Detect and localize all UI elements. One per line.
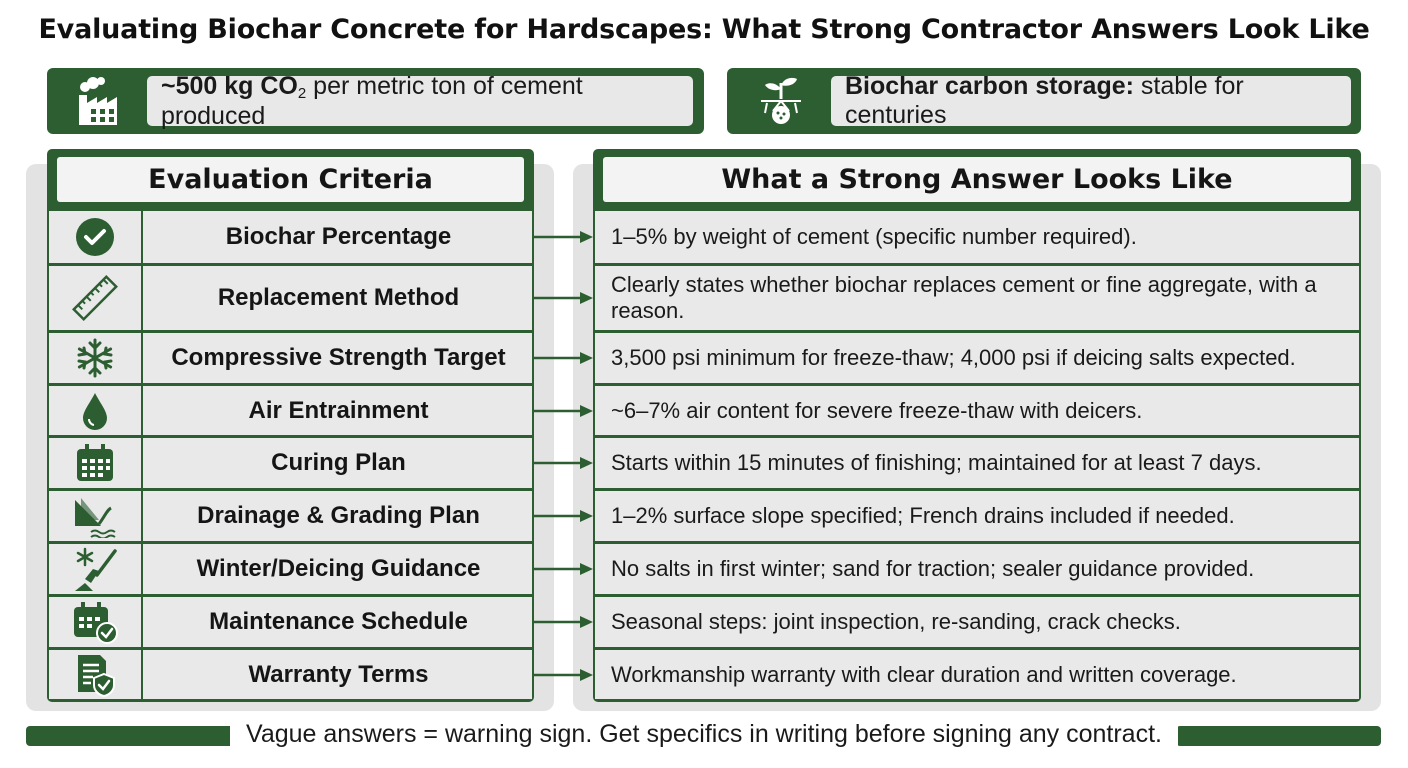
criteria-row	[49, 211, 532, 263]
criterion-label: Air Entrainment	[248, 396, 429, 424]
answer-text: 1–5% by weight of cement (specific number required).	[611, 224, 1137, 249]
answer-text: Starts within 15 minutes of finishing; maintained for at least 7 days.	[611, 450, 1262, 475]
biochar-storage-text: Biochar carbon storage: stable for centuries	[831, 76, 1351, 126]
connector-arrow	[534, 404, 594, 418]
connector-arrow	[534, 456, 594, 470]
sprout-biochar-icon	[739, 74, 823, 128]
connector-arrow	[534, 351, 594, 365]
drainage-slope-icon	[49, 491, 143, 541]
criteria-row	[49, 333, 532, 383]
criteria-row	[49, 386, 532, 435]
criteria-row	[49, 491, 532, 541]
answer-row	[595, 597, 1359, 647]
criterion-label: Replacement Method	[217, 284, 460, 311]
criterion-label: Maintenance Schedule	[209, 608, 468, 635]
calendar-check-icon	[49, 597, 143, 647]
answer-row	[595, 386, 1359, 435]
criteria-row	[49, 544, 532, 594]
criterion-label: Drainage & Grading Plan	[197, 502, 480, 529]
cement-co2-banner	[47, 68, 704, 134]
answer-text: 1–2% surface slope specified; French drains included if needed.	[611, 503, 1235, 528]
criterion-label: Biochar Percentage	[225, 223, 452, 250]
answer-text: No salts in first winter; sand for traction; sealer guidance provided.	[611, 556, 1255, 581]
answer-text: Workmanship warranty with clear duration and written coverage.	[611, 661, 1237, 687]
snowflake-icon	[49, 333, 143, 383]
answer-text: Clearly states whether biochar replaces cement or fine aggregate, with a reason.	[611, 272, 1317, 323]
connector-arrow	[534, 509, 594, 523]
document-shield-icon	[49, 650, 143, 699]
page-title: Evaluating Biochar Concrete for Hardscapes: What Strong Contractor Answers Look Like	[38, 14, 1370, 45]
criteria-row	[49, 438, 532, 488]
criterion-label: Warranty Terms	[248, 660, 429, 688]
biochar-storage-banner	[727, 68, 1361, 134]
criteria-row	[49, 650, 532, 699]
connector-arrow	[534, 291, 594, 305]
footer-bar-right	[1176, 726, 1381, 746]
footer-bar-left	[26, 726, 234, 746]
checkmark-circle-icon	[49, 211, 143, 263]
answer-row	[595, 650, 1359, 699]
connector-arrow	[534, 230, 594, 244]
connector-arrow	[534, 668, 594, 682]
criterion-label: Compressive Strength Target	[171, 344, 506, 371]
answer-row	[595, 211, 1359, 263]
factory-icon	[59, 74, 143, 128]
criterion-label: Curing Plan	[271, 449, 406, 476]
cement-co2-text: ~500 kg $CO_2$ per metric ton of cement produced	[147, 76, 693, 126]
answer-text: 3,500 psi minimum for freeze-thaw; 4,000 psi if deicing salts expected.	[611, 345, 1296, 370]
answer-row	[595, 438, 1359, 488]
answers-header: What a Strong Answer Looks Like	[603, 157, 1351, 202]
answer-text: ~6–7% air content for severe freeze-thaw with deicers.	[611, 397, 1143, 423]
answer-row	[595, 333, 1359, 383]
footer-warning: Vague answers = warning sign. Get specifics in writing before signing any contract.	[230, 718, 1178, 752]
answer-text: Seasonal steps: joint inspection, re-sanding, crack checks.	[611, 609, 1181, 634]
criteria-row	[49, 597, 532, 647]
answer-row	[595, 266, 1359, 330]
criterion-label: Winter/Deicing Guidance	[196, 555, 481, 582]
answer-row	[595, 491, 1359, 541]
water-drop-icon	[49, 386, 143, 435]
criteria-header: Evaluation Criteria	[57, 157, 524, 202]
criteria-row	[49, 266, 532, 330]
answer-row	[595, 544, 1359, 594]
shovel-snowflake-icon	[49, 544, 143, 594]
connector-arrow	[534, 562, 594, 576]
ruler-icon	[49, 266, 143, 330]
calendar-icon	[49, 438, 143, 488]
connector-arrow	[534, 615, 594, 629]
